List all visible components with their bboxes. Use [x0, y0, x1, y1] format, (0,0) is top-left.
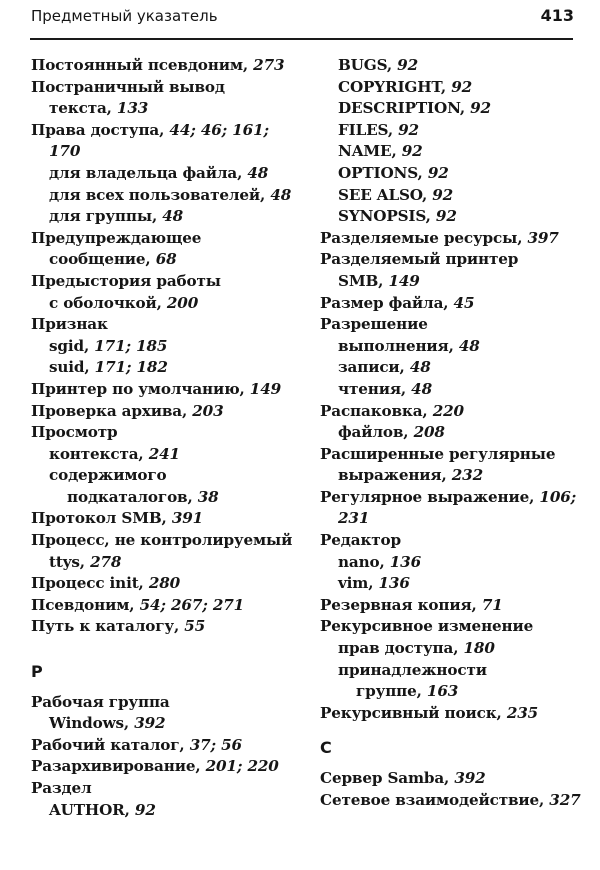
page-header [31, 7, 574, 29]
index-entry: Редактор [320, 531, 401, 550]
index-entry: Просмотр [31, 423, 118, 442]
running-title: Предметный указатель [31, 7, 218, 25]
index-subentry: выполнения, 48 [338, 336, 480, 355]
page-number: 413 [540, 6, 574, 25]
index-subentry: SEE ALSO, 92 [338, 185, 454, 204]
index-entry: Рабочая группа [31, 692, 170, 711]
index-entry: Предыстория работы [31, 271, 221, 290]
section-gap [31, 638, 293, 660]
index-subentry: nano, 136 [338, 552, 421, 571]
index-subentry: suid, 171; 182 [49, 358, 168, 377]
index-subentry: принадлежности [338, 660, 487, 679]
index-subentry: записи, 48 [338, 358, 431, 377]
index-subentry: чтения, 48 [338, 379, 433, 398]
index-subentry: для всех пользователей, 48 [49, 185, 292, 204]
index-entry-continuation: выражения, 232 [338, 466, 484, 485]
index-subentry-continuation: подкаталогов, 38 [67, 487, 219, 506]
index-entry-continuation: ttys, 278 [49, 552, 122, 571]
index-subentry: DESCRIPTION, 92 [338, 99, 491, 118]
index-subentry: vim, 136 [338, 574, 410, 593]
index-column-left [31, 55, 293, 821]
index-entry: Процесс, не контролируемый [31, 531, 293, 550]
index-entry: Признак [31, 315, 108, 334]
section-letter: С [320, 738, 332, 758]
index-subentry: для владельца файла, 48 [49, 163, 269, 182]
index-entry: Рекурсивное изменение [320, 617, 534, 636]
index-entry-continuation: SMB, 149 [338, 271, 420, 290]
index-entry-continuation: с оболочкой, 200 [49, 293, 199, 312]
index-entry: Процесс init, 280 [31, 574, 181, 593]
index-entry: Сервер Samba, 392 [320, 769, 486, 788]
index-subentry: OPTIONS, 92 [338, 163, 449, 182]
index-entry: Протокол SMB, 391 [31, 509, 204, 528]
index-entry: Сетевое взаимодействие, 327 [320, 791, 581, 809]
index-entry: Права доступа, 44; 46; 161; [31, 120, 269, 139]
index-entry-continuation: сообщение, 68 [49, 250, 177, 269]
index-entry: Постоянный псевдоним, 273 [31, 56, 285, 74]
index-entry: Рекурсивный поиск, 235 [320, 703, 539, 722]
index-subentry: SYNOPSIS, 92 [338, 207, 457, 226]
index-entry: Резервная копия, 71 [320, 595, 503, 614]
index-subentry-continuation: группе, 163 [356, 682, 459, 701]
index-subentry: BUGS, 92 [338, 56, 418, 74]
index-subentry: NAME, 92 [338, 142, 423, 161]
index-entry: Раздел [31, 779, 92, 797]
header-rule [30, 38, 573, 40]
index-subentry: COPYRIGHT, 92 [338, 77, 473, 96]
index-entry: Размер файла, 45 [320, 293, 475, 312]
index-entry: Разделяемые ресурсы, 397 [320, 228, 559, 247]
index-subentry: содержимого [49, 466, 167, 485]
index-entry: Псевдоним, 54; 267; 271 [31, 595, 245, 614]
index-subentry: FILES, 92 [338, 120, 419, 139]
index-entry: Распаковка, 220 [320, 401, 464, 420]
index-entry: Принтер по умолчанию, 149 [31, 379, 282, 398]
index-entry: Проверка архива, 203 [31, 401, 224, 420]
index-entry: Разархивирование, 201; 220 [31, 757, 279, 776]
index-subentry: для группы, 48 [49, 207, 184, 226]
index-entry-continuation: Windows, 392 [49, 714, 166, 733]
index-entry: Расширенные регулярные [320, 444, 556, 463]
index-subentry: контекста, 241 [49, 444, 180, 463]
index-column-right [320, 55, 582, 812]
section-letter: Р [31, 661, 43, 681]
index-subentry: sgid, 171; 185 [49, 336, 168, 355]
index-subentry: AUTHOR, 92 [49, 800, 156, 819]
index-entry: Рабочий каталог, 37; 56 [31, 735, 242, 754]
index-entry: Разрешение [320, 315, 428, 334]
index-entry: Регулярное выражение, 106; [320, 487, 577, 506]
index-entry: Постраничный вывод [31, 77, 225, 96]
index-entry: Предупреждающее [31, 228, 202, 247]
index-entry-continuation: 231 [338, 509, 370, 528]
index-entry-continuation: текста, 133 [49, 99, 149, 118]
index-subentry: файлов, 208 [338, 423, 445, 442]
index-subentry: прав доступа, 180 [338, 639, 495, 658]
index-entry: Путь к каталогу, 55 [31, 617, 206, 636]
index-entry-continuation: 170 [49, 142, 81, 161]
index-entry: Разделяемый принтер [320, 250, 519, 269]
